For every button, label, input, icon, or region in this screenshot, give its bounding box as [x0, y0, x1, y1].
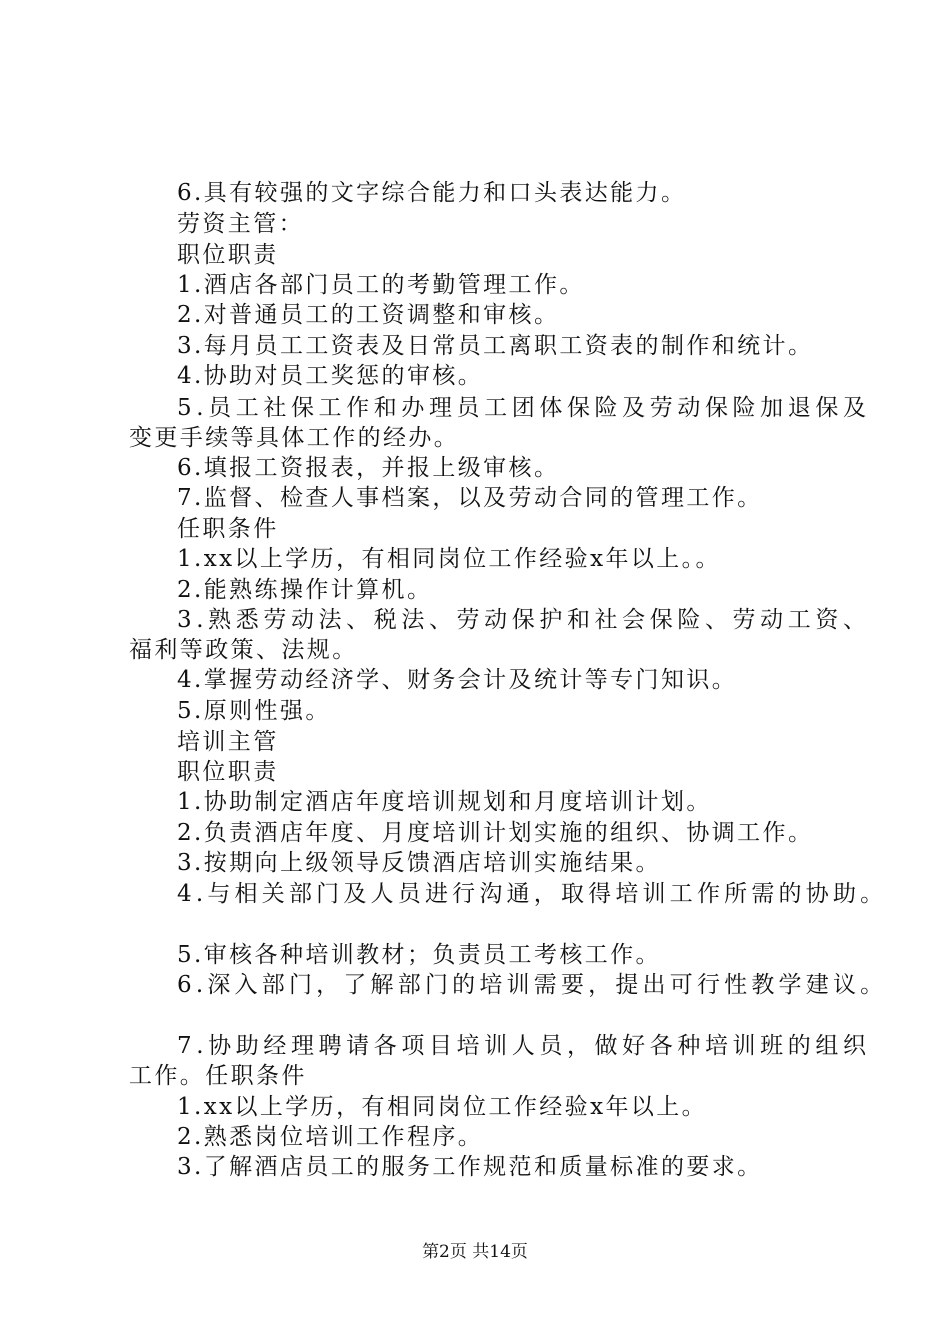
text-line: 1.xx以上学历，有相同岗位工作经验x年以上。。 — [177, 546, 721, 572]
subheading-requirements: 任职条件 — [177, 516, 279, 542]
text-line: 6.具有较强的文字综合能力和口头表达能力。 — [177, 180, 687, 206]
page-number-footer: 第2页 共14页 — [422, 1242, 528, 1262]
text-line: 3.了解酒店员工的服务工作规范和质量标准的要求。 — [177, 1154, 763, 1180]
text-line: 7.监督、检查人事档案，以及劳动合同的管理工作。 — [177, 485, 763, 511]
text-line: 5.员工社保工作和办理员工团体保险及劳动保险加退保及 — [177, 395, 871, 421]
text-line: 1.酒店各部门员工的考勤管理工作。 — [177, 272, 585, 298]
text-line: 4.协助对员工奖惩的审核。 — [177, 363, 484, 389]
section-heading-payroll-supervisor: 劳资主管： — [177, 211, 304, 237]
text-line: 4.与相关部门及人员进行沟通，取得培训工作所需的协助。 — [177, 881, 888, 907]
text-line: 2.能熟练操作计算机。 — [177, 577, 433, 603]
text-line: 2.对普通员工的工资调整和审核。 — [177, 302, 560, 328]
text-line: 变更手续等具体工作的经办。 — [129, 425, 460, 451]
text-line: 6.深入部门，了解部门的培训需要，提出可行性教学建议。 — [177, 972, 888, 998]
section-heading-training-supervisor: 培训主管 — [177, 729, 279, 755]
text-line: 6.填报工资报表，并报上级审核。 — [177, 455, 560, 481]
subheading-duties: 职位职责 — [177, 759, 279, 785]
text-line: 5.原则性强。 — [177, 698, 331, 724]
text-line: 7.协助经理聘请各项目培训人员，做好各种培训班的组织 — [177, 1033, 871, 1059]
text-line: 3.按期向上级领导反馈酒店培训实施结果。 — [177, 850, 661, 876]
text-line: 福利等政策、法规。 — [129, 637, 358, 663]
text-line: 3.熟悉劳动法、税法、劳动保护和社会保险、劳动工资、 — [177, 607, 871, 633]
text-line: 4.掌握劳动经济学、财务会计及统计等专门知识。 — [177, 667, 738, 693]
text-line: 工作。任职条件 — [129, 1063, 307, 1089]
subheading-duties: 职位职责 — [177, 242, 279, 268]
text-line: 1.xx以上学历，有相同岗位工作经验x年以上。 — [177, 1094, 708, 1120]
text-line: 3.每月员工工资表及日常员工离职工资表的制作和统计。 — [177, 333, 814, 359]
text-line: 2.熟悉岗位培训工作程序。 — [177, 1124, 484, 1150]
text-line: 5.审核各种培训教材；负责员工考核工作。 — [177, 942, 661, 968]
text-line: 1.协助制定酒店年度培训规划和月度培训计划。 — [177, 789, 712, 815]
text-line: 2.负责酒店年度、月度培训计划实施的组织、协调工作。 — [177, 820, 814, 846]
